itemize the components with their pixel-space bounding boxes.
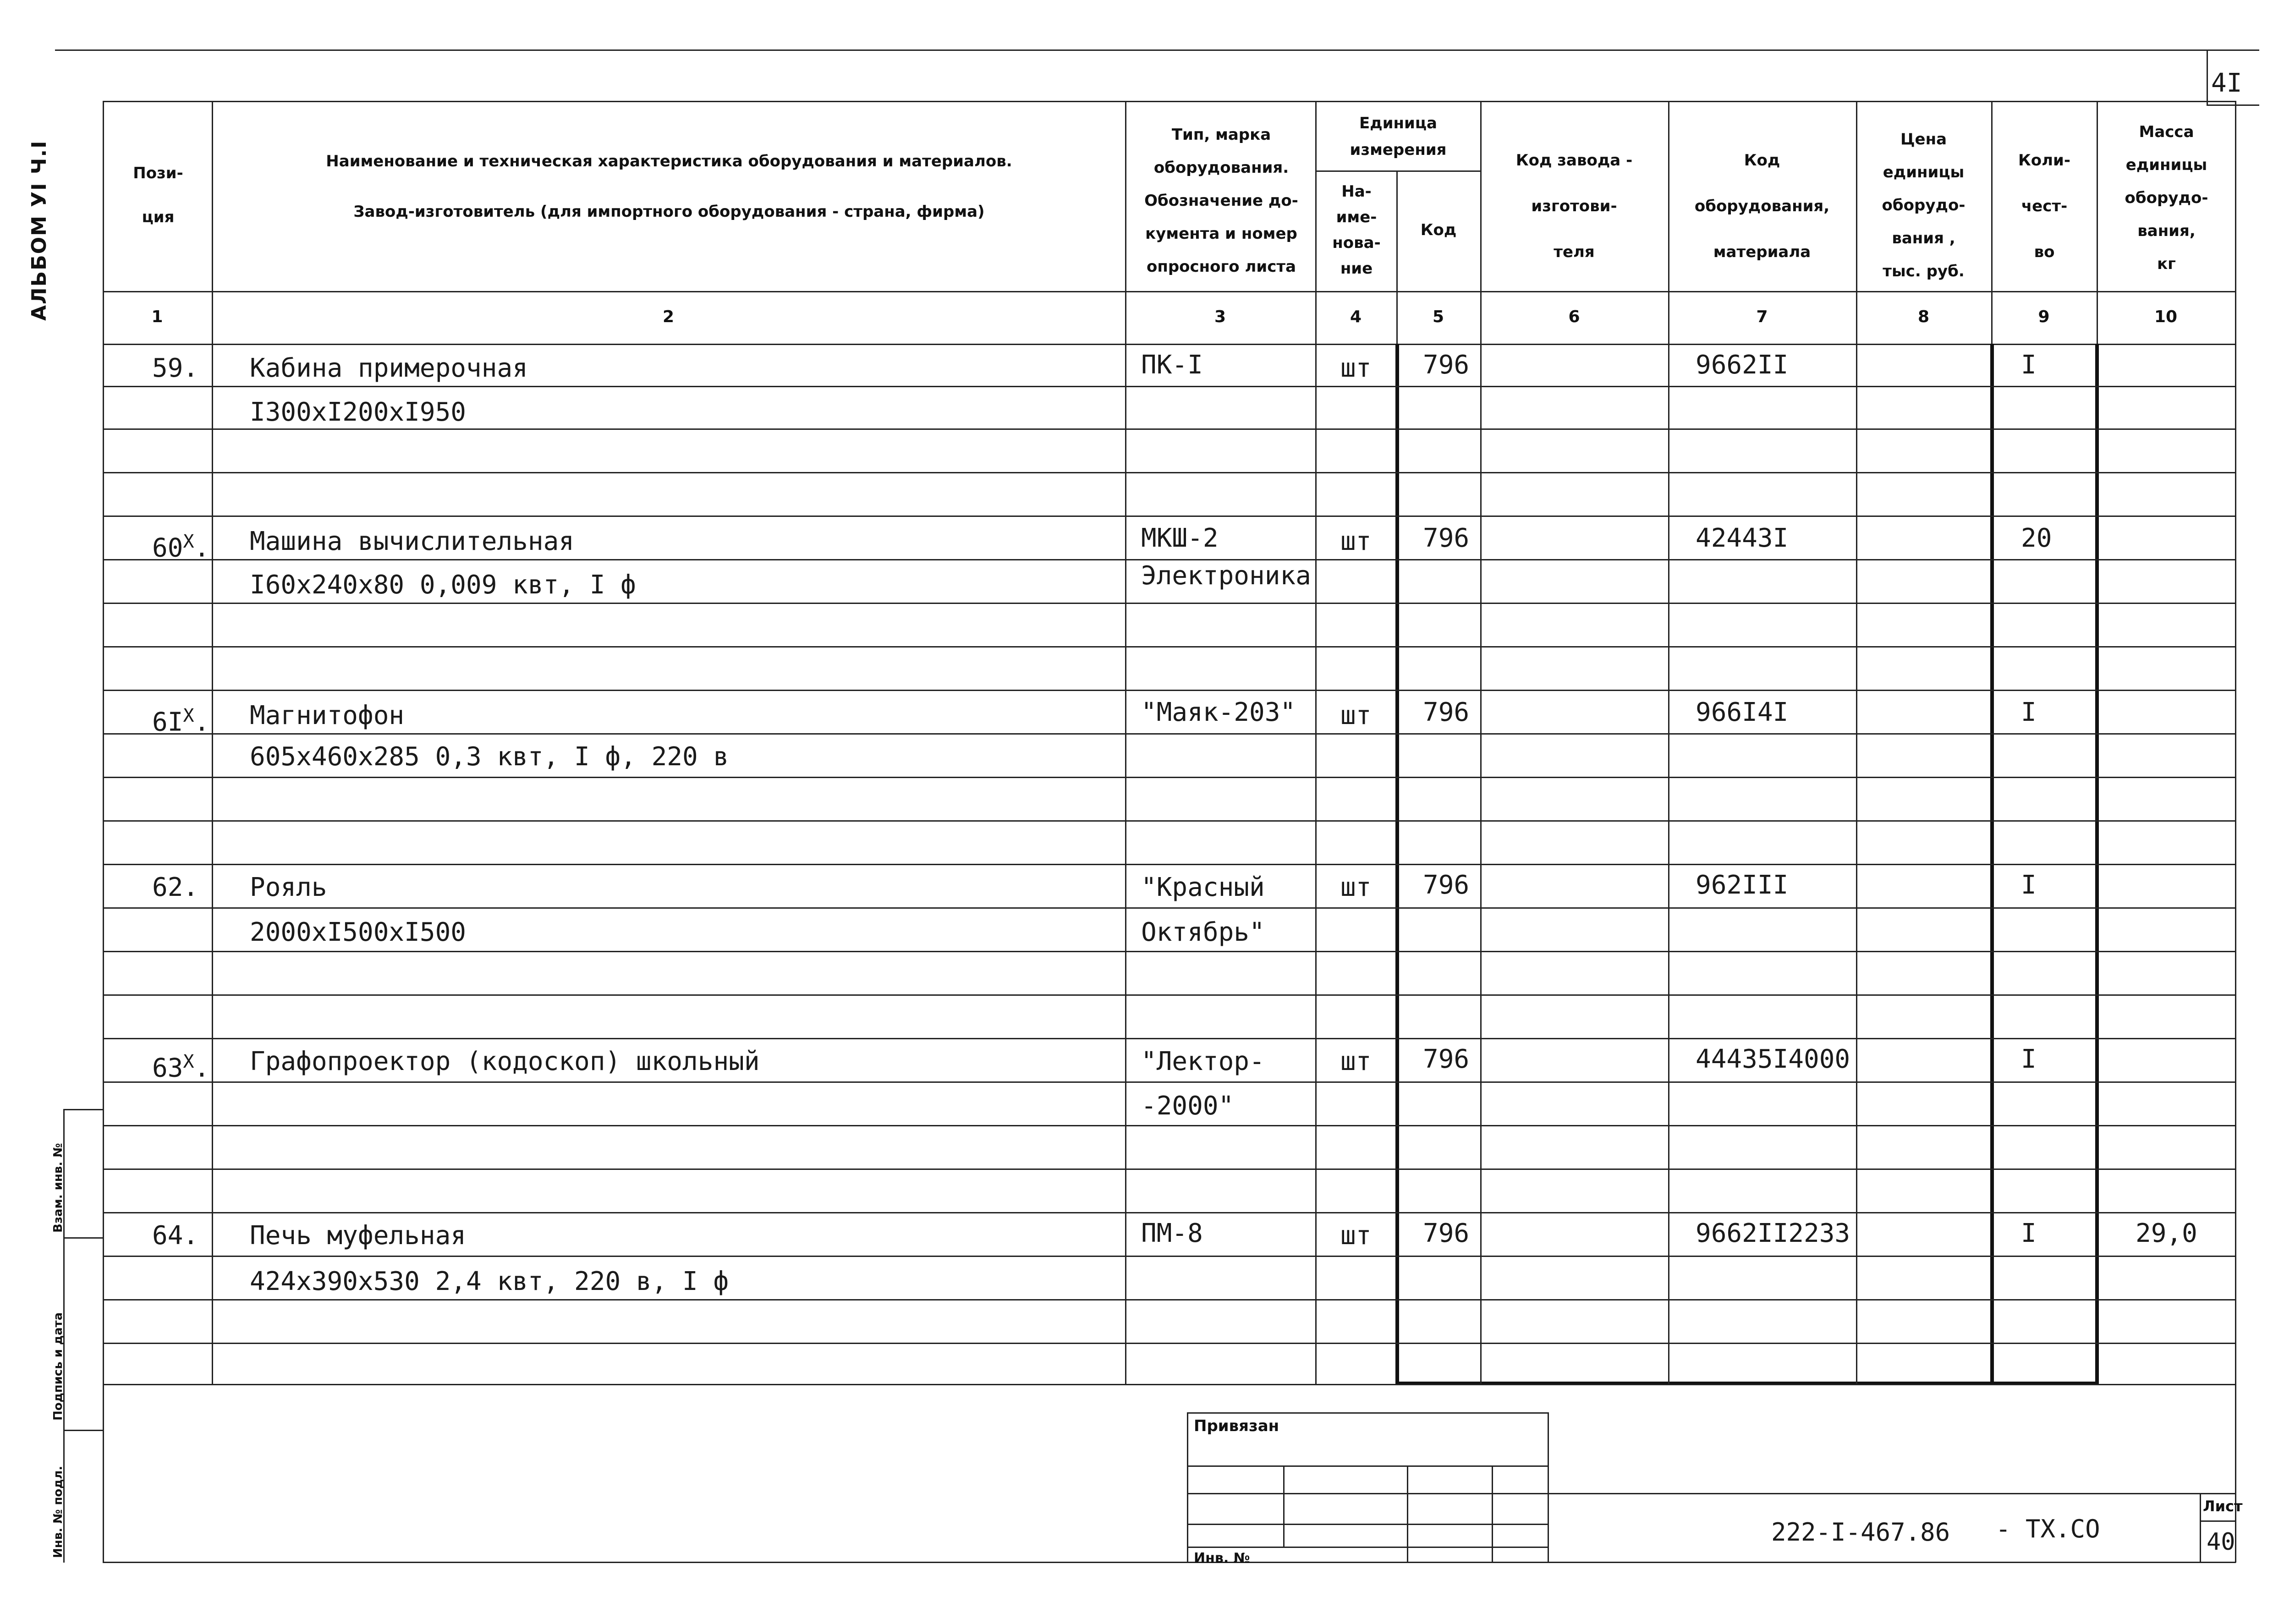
- row-type: ПМ-8: [1141, 1218, 1203, 1248]
- row-spec: 424x390x530 2,4 квт, 220 в, I ф: [250, 1267, 729, 1296]
- stamp-doc-top: [1548, 1493, 2235, 1494]
- row-pos: $63^X$.: [152, 1051, 210, 1083]
- row-qty: I: [2021, 697, 2037, 727]
- stamp-line-4: [1187, 1547, 1549, 1548]
- row-line: [103, 820, 2236, 822]
- colnum-bottom: [103, 344, 2236, 345]
- header-price: Цена единицы оборудо- вания , тыс. руб.: [1882, 130, 1966, 280]
- col-sep-7-hdr: [1856, 101, 1857, 344]
- row-equip-code: 42443I: [1696, 523, 1789, 553]
- row-pos: $60^X$.: [152, 531, 210, 563]
- row-line: [103, 1343, 2236, 1344]
- row-line: [103, 951, 2236, 952]
- stamp-line-2: [1187, 1493, 1549, 1494]
- stamp-v-1: [1283, 1465, 1285, 1547]
- table-bottom: [103, 1384, 2236, 1385]
- stamp-top: [1187, 1412, 1549, 1414]
- stamp-line-1: [1187, 1465, 1549, 1467]
- header-type: Тип, марка оборудования. Обозначение до- кумента и номер опросного листа: [1144, 126, 1298, 276]
- list-label: Лист: [2203, 1498, 2243, 1515]
- list-number: 40: [2207, 1528, 2235, 1556]
- colnum-8: 8: [1917, 307, 1930, 326]
- row-line: [103, 559, 2236, 560]
- row-qty: 20: [2021, 523, 2052, 553]
- col-sep-6-hdr: [1668, 101, 1669, 344]
- row-line: [103, 516, 2236, 517]
- col-sep-8-hdr: [1991, 101, 1993, 344]
- row-pos: 59.: [152, 353, 199, 383]
- sheet-corner-number: 4I: [2211, 68, 2242, 98]
- row-qty: I: [2021, 870, 2037, 900]
- row-unit: шт: [1340, 872, 1372, 902]
- row-type: ПК-I: [1141, 350, 1203, 380]
- colnum-4: 4: [1350, 307, 1362, 326]
- corner-rule-h: [2207, 104, 2259, 106]
- podp-data-label: Подпись и дата: [51, 1312, 65, 1421]
- row-name: Печь муфельная: [250, 1221, 467, 1251]
- inv-podl-label: Инв. № подл.: [51, 1465, 65, 1558]
- header-maker-code: Код завода - изготови- теля: [1515, 151, 1633, 261]
- row-spec: I300xI200xI950: [250, 397, 467, 427]
- row-type: "Маяк-203": [1141, 697, 1296, 727]
- row-unit: шт: [1340, 701, 1372, 730]
- top-rule: [55, 49, 2259, 51]
- doc-code: 222-I-467.86: [1771, 1518, 1950, 1547]
- col-sep-3: [1315, 101, 1317, 1384]
- row-line: [103, 646, 2236, 647]
- row-pos: $6I^X$.: [152, 705, 210, 737]
- row-unit-code: 796: [1423, 1044, 1470, 1074]
- left-strip-sep2: [63, 1430, 104, 1431]
- frame-bottom: [103, 1562, 2236, 1563]
- header-pos: Пози- ция: [133, 164, 183, 226]
- row-unit-code: 796: [1423, 697, 1470, 727]
- header-bottom: [103, 291, 2236, 292]
- row-equip-code: 9662II2233: [1696, 1218, 1850, 1248]
- row-line: [103, 777, 2236, 778]
- unit-split: [1315, 170, 1480, 172]
- stamp-line-3: [1187, 1524, 1549, 1525]
- row-qty: I: [2021, 1044, 2037, 1074]
- row-type-2: Электроника: [1141, 561, 1311, 591]
- album-label: АЛЬБОМ УI Ч.I: [27, 140, 51, 321]
- row-line: [103, 733, 2236, 735]
- row-line: [103, 1212, 2236, 1213]
- row-line: [103, 1125, 2236, 1126]
- header-mass: Масса единицы оборудо- вания, кг: [2125, 123, 2208, 273]
- stamp-v-3: [1492, 1465, 1493, 1562]
- row-name: Графопроектор (кодоскоп) школьный: [250, 1047, 760, 1076]
- row-unit: шт: [1340, 1221, 1372, 1251]
- row-line: [103, 428, 2236, 430]
- corner-rule: [2207, 49, 2208, 104]
- row-type: МКШ-2: [1141, 523, 1219, 553]
- row-line: [103, 472, 2236, 473]
- row-line: [103, 864, 2236, 865]
- row-spec: 2000xI500xI500: [250, 917, 467, 947]
- row-pos: 62.: [152, 872, 199, 902]
- frame-top: [103, 101, 2236, 102]
- stamp-privyazan: Привязан: [1194, 1417, 1279, 1435]
- col-sep-5-hdr: [1480, 101, 1482, 344]
- col-sep-1: [212, 101, 213, 1384]
- row-unit-code: 796: [1423, 523, 1470, 553]
- stamp-list-left: [2200, 1493, 2201, 1562]
- row-line: [103, 603, 2236, 604]
- row-spec: I60x240x80 0,009 квт, I ф: [250, 570, 636, 600]
- row-type-2: -2000": [1141, 1091, 1234, 1121]
- row-mass: 29,0: [2136, 1218, 2197, 1248]
- row-spec: 605x460x285 0,3 квт, I ф, 220 в: [250, 742, 729, 772]
- vzam-inv-label: Взам. инв. №: [51, 1143, 65, 1233]
- row-unit-code: 796: [1423, 870, 1470, 900]
- row-equip-code: 962III: [1696, 870, 1789, 900]
- row-type-2: Октябрь": [1141, 917, 1265, 947]
- colnum-1: 1: [151, 307, 163, 326]
- colnum-5: 5: [1432, 307, 1444, 326]
- row-equip-code: 966I4I: [1696, 697, 1789, 727]
- doc-suffix: - ТХ.СО: [1996, 1514, 2100, 1543]
- row-line: [103, 1256, 2236, 1257]
- row-equip-code: 9662II: [1696, 350, 1789, 380]
- row-line: [103, 907, 2236, 909]
- row-name: Машина вычислительная: [250, 527, 575, 556]
- stamp-left: [1187, 1412, 1188, 1562]
- colnum-9: 9: [2038, 307, 2050, 326]
- row-line: [103, 690, 2236, 691]
- row-line: [103, 1169, 2236, 1170]
- colnum-7: 7: [1756, 307, 1768, 326]
- colnum-3: 3: [1214, 307, 1226, 326]
- row-line: [103, 1299, 2236, 1300]
- row-qty: I: [2021, 350, 2037, 380]
- col-sep-2: [1125, 101, 1126, 1384]
- colnum-2: 2: [662, 307, 675, 326]
- left-strip-sep1: [63, 1237, 104, 1239]
- colnum-10: 10: [2154, 307, 2178, 326]
- row-name: Кабина примерочная: [250, 353, 528, 383]
- stamp-list-sep: [2200, 1520, 2235, 1522]
- header-name-a: Наименование и техническая характеристика оборудования и материалов.: [326, 152, 1012, 170]
- row-unit-code: 796: [1423, 1218, 1470, 1248]
- row-qty: I: [2021, 1218, 2037, 1248]
- row-line: [103, 1081, 2236, 1083]
- header-qty: Коли- чест- во: [2018, 151, 2070, 261]
- row-line: [103, 1038, 2236, 1039]
- colnum-6: 6: [1568, 307, 1580, 326]
- header-name-b: Завод-изготовитель (для импортного оборудования - страна, фирма): [353, 203, 985, 221]
- row-line: [103, 994, 2236, 996]
- header-unit: Единица измерения: [1350, 114, 1447, 159]
- row-type: "Лектор-: [1141, 1047, 1265, 1076]
- stamp-v-2: [1407, 1465, 1408, 1562]
- stamp-right: [1548, 1412, 1549, 1562]
- stamp-inv-no: Инв. №: [1194, 1550, 1250, 1566]
- row-unit: шт: [1340, 527, 1372, 556]
- row-unit: шт: [1340, 1047, 1372, 1076]
- row-name: Рояль: [250, 872, 327, 902]
- row-line: [103, 386, 2236, 387]
- row-unit-code: 796: [1423, 350, 1470, 380]
- row-name: Магнитофон: [250, 701, 405, 730]
- row-equip-code: 44435I4000: [1696, 1044, 1850, 1074]
- header-unit-code: Код: [1420, 221, 1457, 239]
- left-strip-top: [63, 1109, 104, 1110]
- row-pos: 64.: [152, 1221, 199, 1251]
- row-type: "Красный: [1141, 872, 1265, 902]
- row-unit: шт: [1340, 353, 1372, 383]
- header-unit-name: На- име- нова- ние: [1332, 182, 1381, 278]
- header-equip-code: Код оборудования, материала: [1694, 151, 1830, 261]
